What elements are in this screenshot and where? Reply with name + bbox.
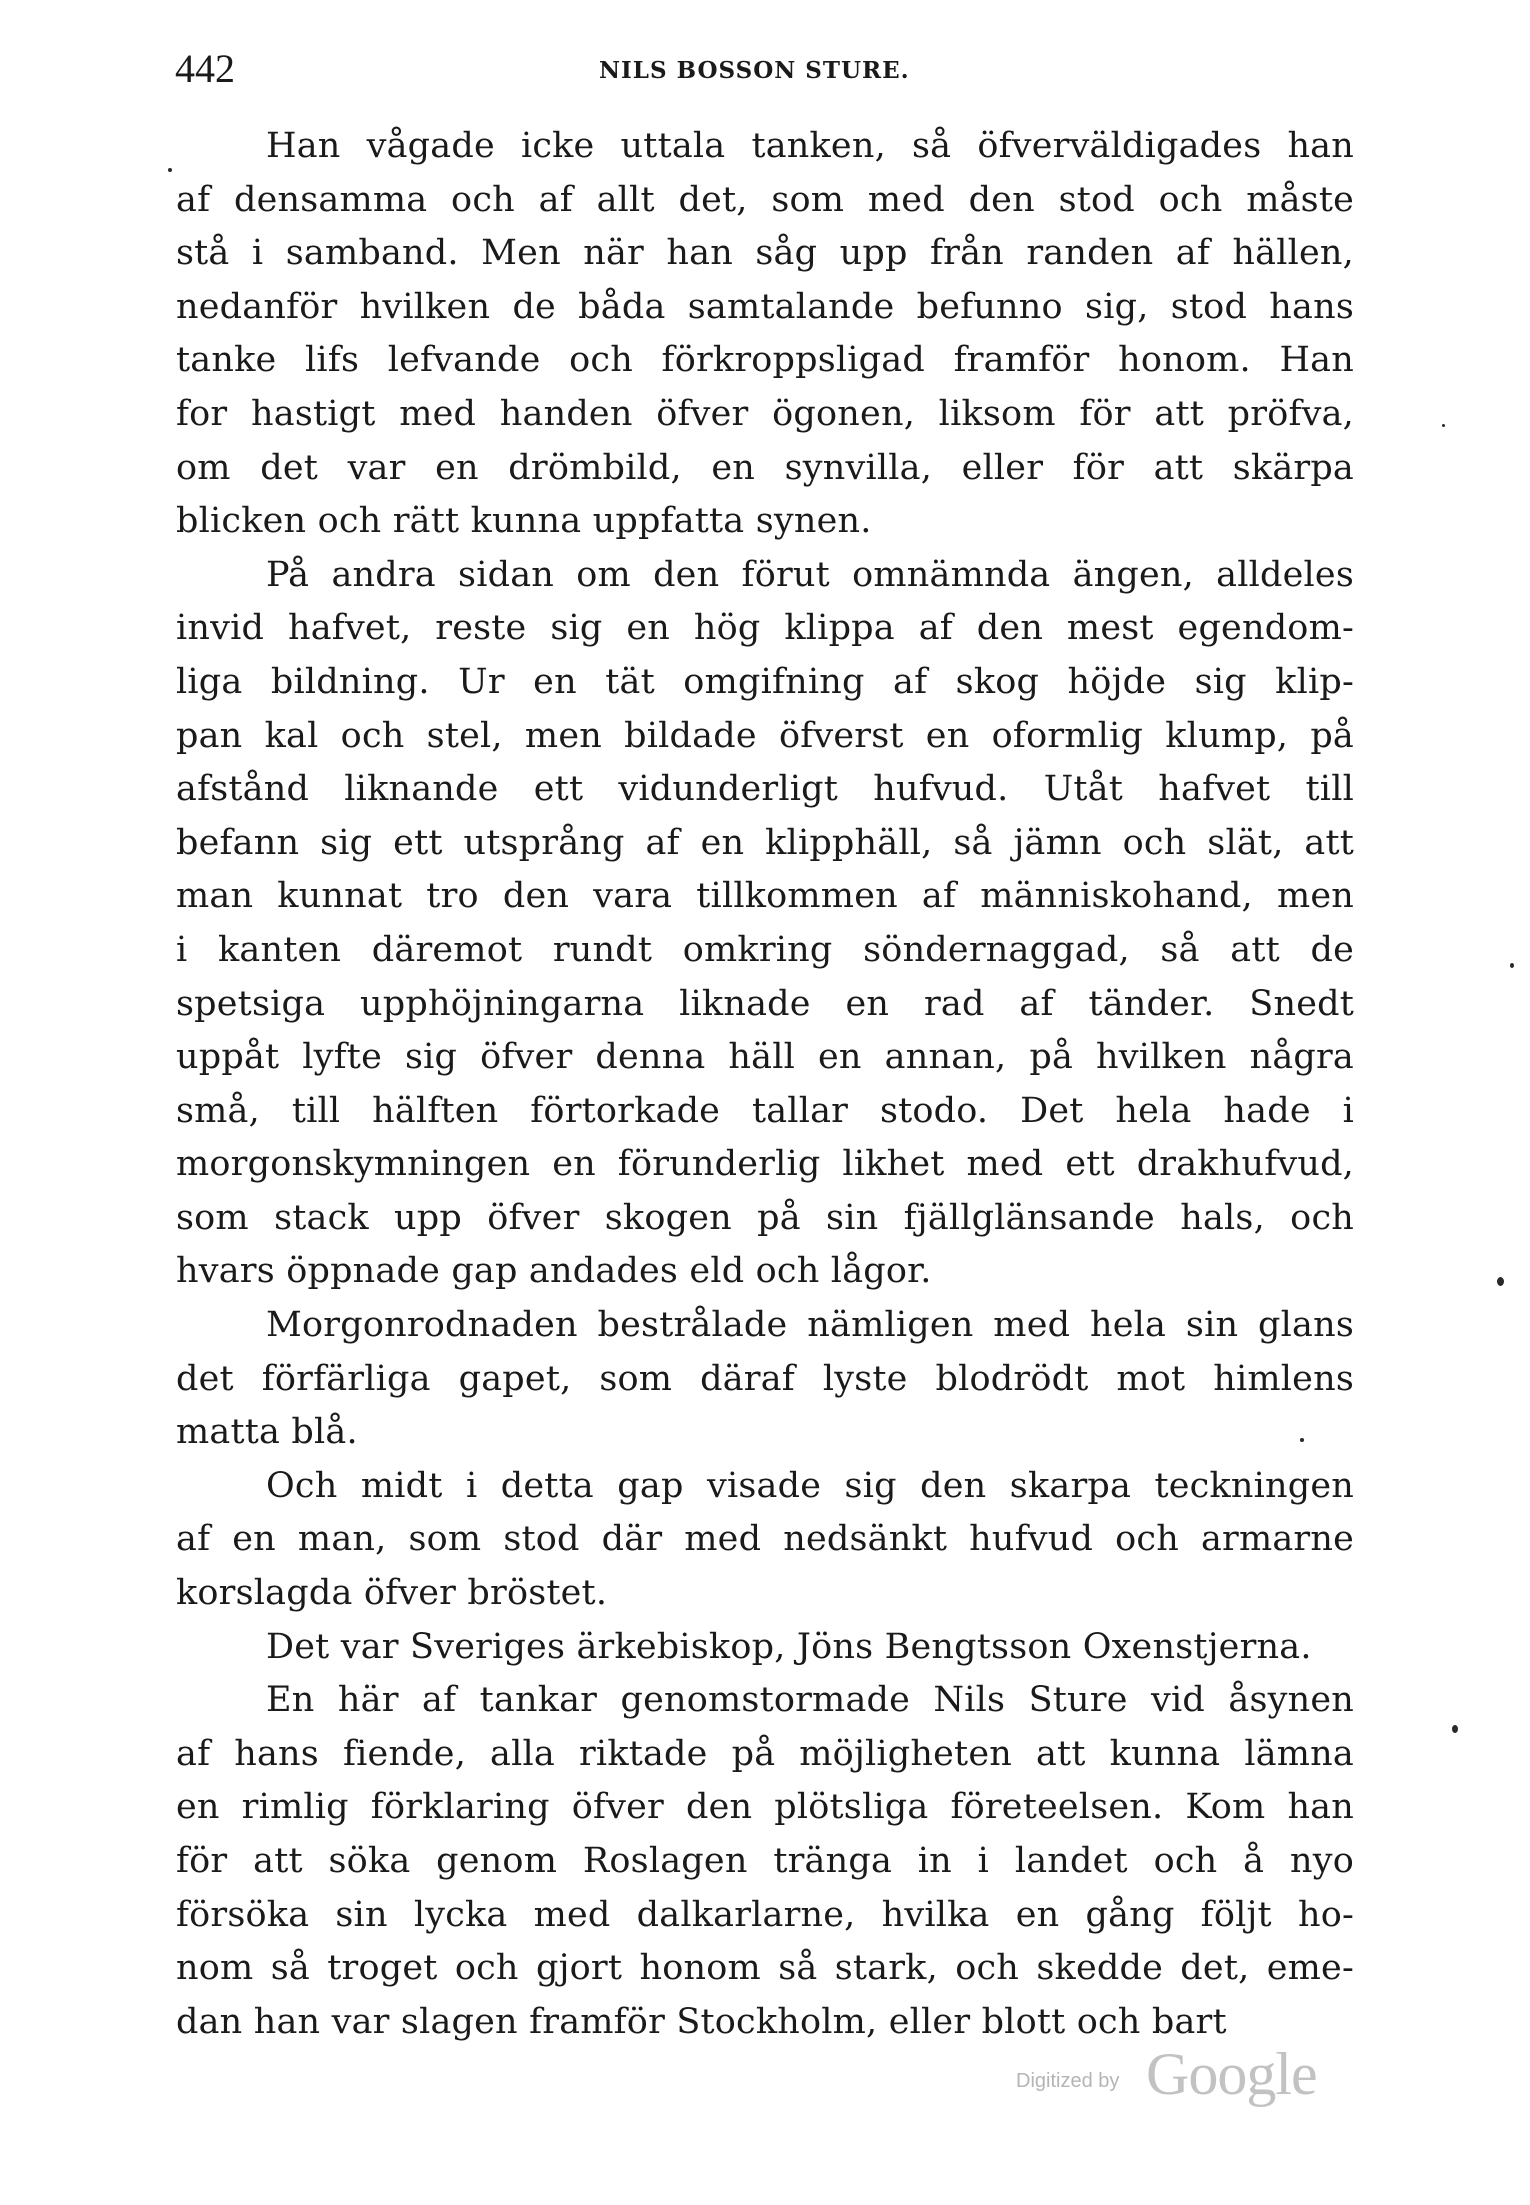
text-line: Morgonrodnaden bestrålade nämligen med hela sin glans <box>266 1305 1354 1346</box>
scan-speck <box>1452 1725 1458 1733</box>
text-line: liga bildning. Ur en tät omgifning af skog höjde sig klip- <box>176 661 1354 702</box>
text-line: tanke lifs lefvande och förkroppsligad framför honom. Han <box>176 340 1354 381</box>
text-line: af densamma och af allt det, som med den stod och måste <box>176 179 1354 220</box>
text-line: dan han var slagen framför Stockholm, eller blott och bart <box>176 2001 1227 2042</box>
text-line: nedanför hvilken de båda samtalande befunno sig, stod hans <box>176 286 1354 327</box>
page-number: 442 <box>175 46 235 91</box>
text-line: afstånd liknande ett vidunderligt hufvud. Utåt hafvet till <box>176 769 1354 810</box>
text-line: hvars öppnade gap andades eld och lågor. <box>176 1251 932 1292</box>
text-line: i kanten däremot rundt omkring söndernaggad, så att de <box>176 929 1354 970</box>
text-line: befann sig ett utsprång af en klipphäll, så jämn och slät, att <box>176 822 1354 863</box>
text-line: korslagda öfver bröstet. <box>176 1573 608 1614</box>
text-line: Det var Sveriges ärkebiskop, Jöns Bengtsson Oxenstjerna. <box>266 1626 1312 1667</box>
paragraph <box>176 549 1354 1299</box>
text-line: morgonskymningen en förunderlig likhet med ett drakhufvud, <box>176 1144 1354 1185</box>
text-line: for hastigt med handen öfver ögonen, liksom för att pröfva, <box>176 393 1354 434</box>
text-line: små, till hälften förtorkade tallar stodo. Det hela hade i <box>176 1090 1354 1131</box>
text-line: en rimlig förklaring öfver den plötsliga företeelsen. Kom han <box>176 1787 1354 1828</box>
scan-speck <box>168 168 172 172</box>
text-line: Och midt i detta gap visade sig den skarpa teckningen <box>266 1465 1354 1506</box>
digitization-watermark <box>1016 2040 1336 2110</box>
text-line: det förfärliga gapet, som däraf lyste blodrödt mot himlens <box>176 1358 1354 1399</box>
paragraph <box>176 1621 1354 1675</box>
watermark-brand-logo: Google <box>1146 2041 1317 2107</box>
text-line: nom så troget och gjort honom så stark, och skedde det, eme- <box>176 1948 1354 1989</box>
scan-speck <box>1442 424 1445 427</box>
scan-speck <box>1300 1438 1304 1442</box>
text-line: försöka sin lycka med dalkarlarne, hvilka en gång följt ho- <box>176 1894 1354 1935</box>
text-line: spetsiga upphöjningarna liknade en rad af tänder. Snedt <box>176 983 1354 1024</box>
watermark-prefix: Digitized by <box>1016 2070 1120 2092</box>
text-line: På andra sidan om den förut omnämnda ängen, alldeles <box>266 554 1354 595</box>
scan-speck <box>1497 1277 1504 1286</box>
running-head: NILS BOSSON STURE. <box>599 57 910 84</box>
text-line: för att söka genom Roslagen tränga in i landet och å nyo <box>176 1841 1354 1881</box>
body-text <box>176 120 1354 2049</box>
text-line: blicken och rätt kunna uppfatta synen. <box>176 501 872 542</box>
scan-speck <box>1510 963 1514 968</box>
text-line: af en man, som stod där med nedsänkt hufvud och armarne <box>176 1519 1354 1560</box>
text-line: invid hafvet, reste sig en hög klippa af den mest egendom- <box>176 608 1354 649</box>
text-line: uppåt lyfte sig öfver denna häll en annan, på hvilken några <box>176 1037 1354 1078</box>
text-line: pan kal och stel, men bildade öfverst en oformlig klump, på <box>176 715 1354 756</box>
text-line: om det var en drömbild, en synvilla, eller för att skärpa <box>176 447 1354 488</box>
text-line: matta blå. <box>176 1412 358 1453</box>
paragraph <box>176 120 1354 549</box>
paragraph <box>176 1460 1354 1621</box>
paragraph <box>176 1299 1354 1460</box>
text-line: som stack upp öfver skogen på sin fjällglänsande hals, och <box>176 1197 1354 1238</box>
paragraph <box>176 1674 1354 2049</box>
text-line: man kunnat tro den vara tillkommen af människohand, men <box>176 876 1354 917</box>
text-line: En här af tankar genomstormade Nils Sture vid åsynen <box>266 1680 1354 1721</box>
text-line: stå i samband. Men när han såg upp från randen af hällen, <box>176 233 1354 274</box>
page-header <box>175 44 1355 104</box>
text-line: af hans fiende, alla riktade på möjligheten att kunna lämna <box>176 1733 1354 1774</box>
text-line: Han vågade icke uttala tanken, så öfverväldigades han <box>266 126 1354 166</box>
